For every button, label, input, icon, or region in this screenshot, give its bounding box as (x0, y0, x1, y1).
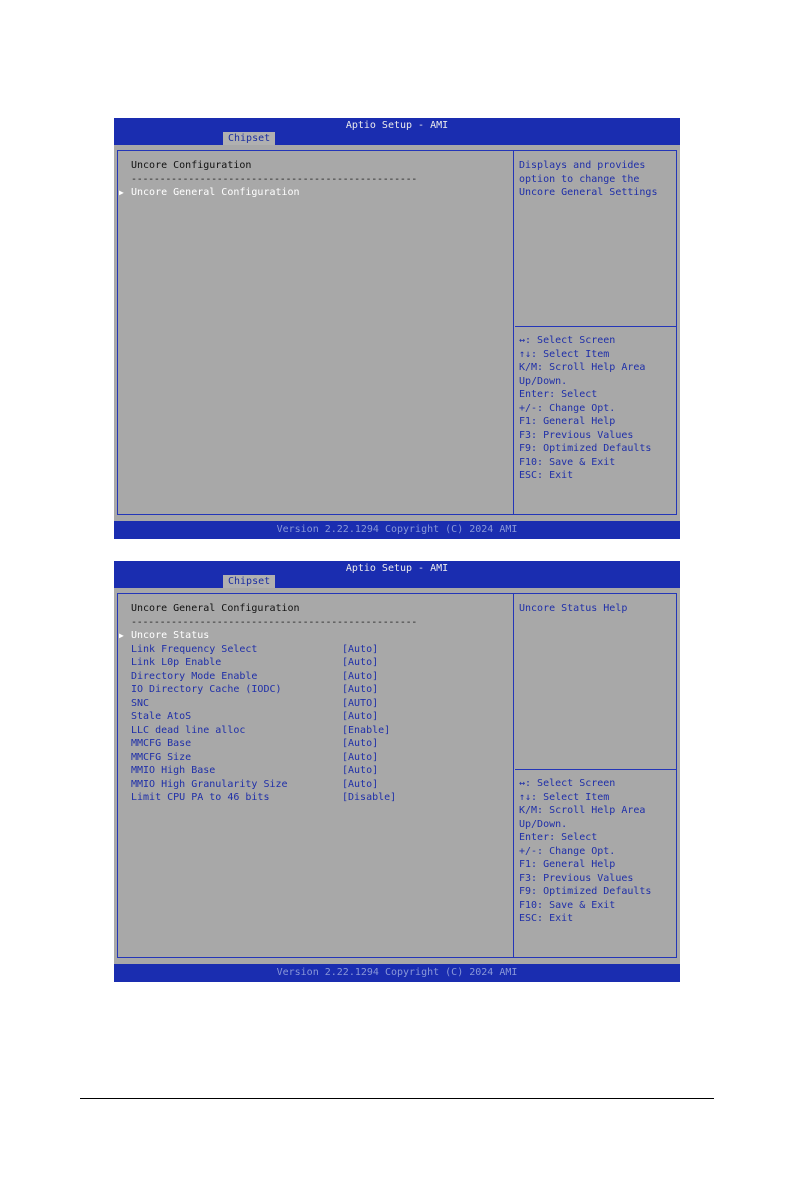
menu-item-label: Uncore Status (131, 630, 210, 641)
setting-value[interactable]: [Auto] (342, 778, 379, 790)
setting-value[interactable]: [Disable] (342, 792, 397, 803)
help-line: Uncore General Settings (519, 187, 658, 198)
setting-value[interactable]: [Auto] (342, 738, 379, 749)
key-f9: F9: Optimized Defaults (519, 886, 652, 897)
app-title: Aptio Setup - AMI (345, 120, 449, 131)
key-change-opt: +/-: Change Opt. (519, 845, 616, 857)
heading-separator: -------------------------------------------------- (131, 173, 418, 185)
title-bar (114, 561, 680, 588)
key-esc: ESC: Exit (519, 470, 574, 481)
key-f3: F3: Previous Values (519, 872, 634, 884)
setting-label: MMCFG Size (131, 751, 192, 763)
page-heading: Uncore General Configuration (131, 603, 300, 614)
setting-directory-mode-enable[interactable] (131, 670, 511, 684)
setting-label: Stale AtoS (131, 711, 192, 722)
key-scroll-help-cont: Up/Down. (519, 818, 568, 830)
settings-list (119, 159, 511, 200)
key-select-screen: ↔: Select Screen (519, 335, 616, 346)
key-legend (519, 334, 675, 483)
setting-value[interactable]: [Auto] (342, 684, 379, 695)
setting-link-frequency-select[interactable] (131, 643, 511, 657)
setting-value[interactable]: [Auto] (342, 711, 379, 722)
vertical-divider (513, 151, 514, 514)
footer-bar (114, 521, 680, 539)
version-text: Version 2.22.1294 Copyright (C) 2024 AMI (276, 524, 518, 535)
help-keys-divider (515, 769, 676, 770)
submenu-arrow-icon: ▶ (119, 188, 124, 197)
help-keys-divider (515, 326, 676, 327)
help-line: option to change the (519, 173, 640, 185)
key-f1: F1: General Help (519, 859, 616, 870)
setting-value[interactable]: [Auto] (342, 643, 379, 655)
menu-item-label: Uncore General Configuration (131, 187, 300, 198)
setting-label: MMIO High Base (131, 765, 216, 776)
setting-value[interactable]: [Enable] (342, 724, 391, 736)
setting-label: Link L0p Enable (131, 657, 222, 668)
help-text-panel (519, 602, 675, 616)
tab-chipset[interactable]: Chipset (223, 575, 275, 588)
menu-item-uncore-status[interactable] (119, 629, 511, 643)
help-text-panel (519, 159, 675, 200)
content-frame (117, 150, 677, 515)
setting-label: Directory Mode Enable (131, 670, 258, 682)
setting-label: LLC dead line alloc (131, 724, 246, 736)
key-scroll-help-cont: Up/Down. (519, 375, 568, 387)
setting-value[interactable]: [Auto] (342, 765, 379, 776)
key-enter: Enter: Select (519, 389, 598, 400)
setting-value[interactable]: [Auto] (342, 657, 379, 668)
bios-screen-uncore-configuration (114, 118, 680, 539)
key-esc: ESC: Exit (519, 913, 574, 924)
bios-screen-uncore-general-configuration (114, 561, 680, 982)
setting-label: Limit CPU PA to 46 bits (131, 792, 270, 803)
setting-label: SNC (131, 697, 150, 709)
setting-label: MMCFG Base (131, 738, 192, 749)
key-scroll-help: K/M: Scroll Help Area (519, 362, 646, 373)
help-line: Uncore Status Help (519, 603, 628, 614)
setting-io-directory-cache[interactable] (131, 683, 511, 697)
version-text: Version 2.22.1294 Copyright (C) 2024 AMI (276, 967, 518, 978)
settings-list (119, 602, 511, 805)
setting-link-l0p-enable[interactable] (131, 656, 511, 670)
submenu-arrow-icon: ▶ (119, 631, 124, 640)
setting-limit-cpu-pa[interactable] (131, 791, 511, 805)
setting-label: Link Frequency Select (131, 643, 258, 655)
menu-item-uncore-general-configuration[interactable] (119, 186, 511, 200)
key-select-screen: ↔: Select Screen (519, 778, 616, 789)
key-select-item: ↑↓: Select Item (519, 348, 610, 360)
setting-value[interactable]: [Auto] (342, 670, 379, 682)
vertical-divider (513, 594, 514, 957)
page-footer-rule (80, 1098, 714, 1099)
key-f1: F1: General Help (519, 416, 616, 427)
setting-mmio-high-base[interactable] (131, 764, 511, 778)
setting-stale-atos[interactable] (131, 710, 511, 724)
setting-label: IO Directory Cache (IODC) (131, 684, 282, 695)
setting-snc[interactable] (131, 697, 511, 711)
key-legend (519, 777, 675, 926)
setting-mmio-high-granularity-size[interactable] (131, 778, 511, 792)
setting-value[interactable]: [AUTO] (342, 697, 379, 709)
setting-label: MMIO High Granularity Size (131, 778, 288, 790)
title-bar (114, 118, 680, 145)
key-f9: F9: Optimized Defaults (519, 443, 652, 454)
key-select-item: ↑↓: Select Item (519, 791, 610, 803)
setting-value[interactable]: [Auto] (342, 751, 379, 763)
setting-mmcfg-size[interactable] (131, 751, 511, 765)
heading-separator: -------------------------------------------------- (131, 616, 418, 628)
key-enter: Enter: Select (519, 832, 598, 843)
key-f10: F10: Save & Exit (519, 456, 616, 468)
content-frame (117, 593, 677, 958)
key-change-opt: +/-: Change Opt. (519, 402, 616, 414)
key-f10: F10: Save & Exit (519, 899, 616, 911)
tab-chipset[interactable]: Chipset (223, 132, 275, 145)
key-scroll-help: K/M: Scroll Help Area (519, 805, 646, 816)
setting-llc-dead-line-alloc[interactable] (131, 724, 511, 738)
key-f3: F3: Previous Values (519, 429, 634, 441)
app-title: Aptio Setup - AMI (345, 563, 449, 574)
footer-bar (114, 964, 680, 982)
setting-mmcfg-base[interactable] (131, 737, 511, 751)
page-heading: Uncore Configuration (131, 160, 252, 171)
help-line: Displays and provides (519, 160, 646, 171)
